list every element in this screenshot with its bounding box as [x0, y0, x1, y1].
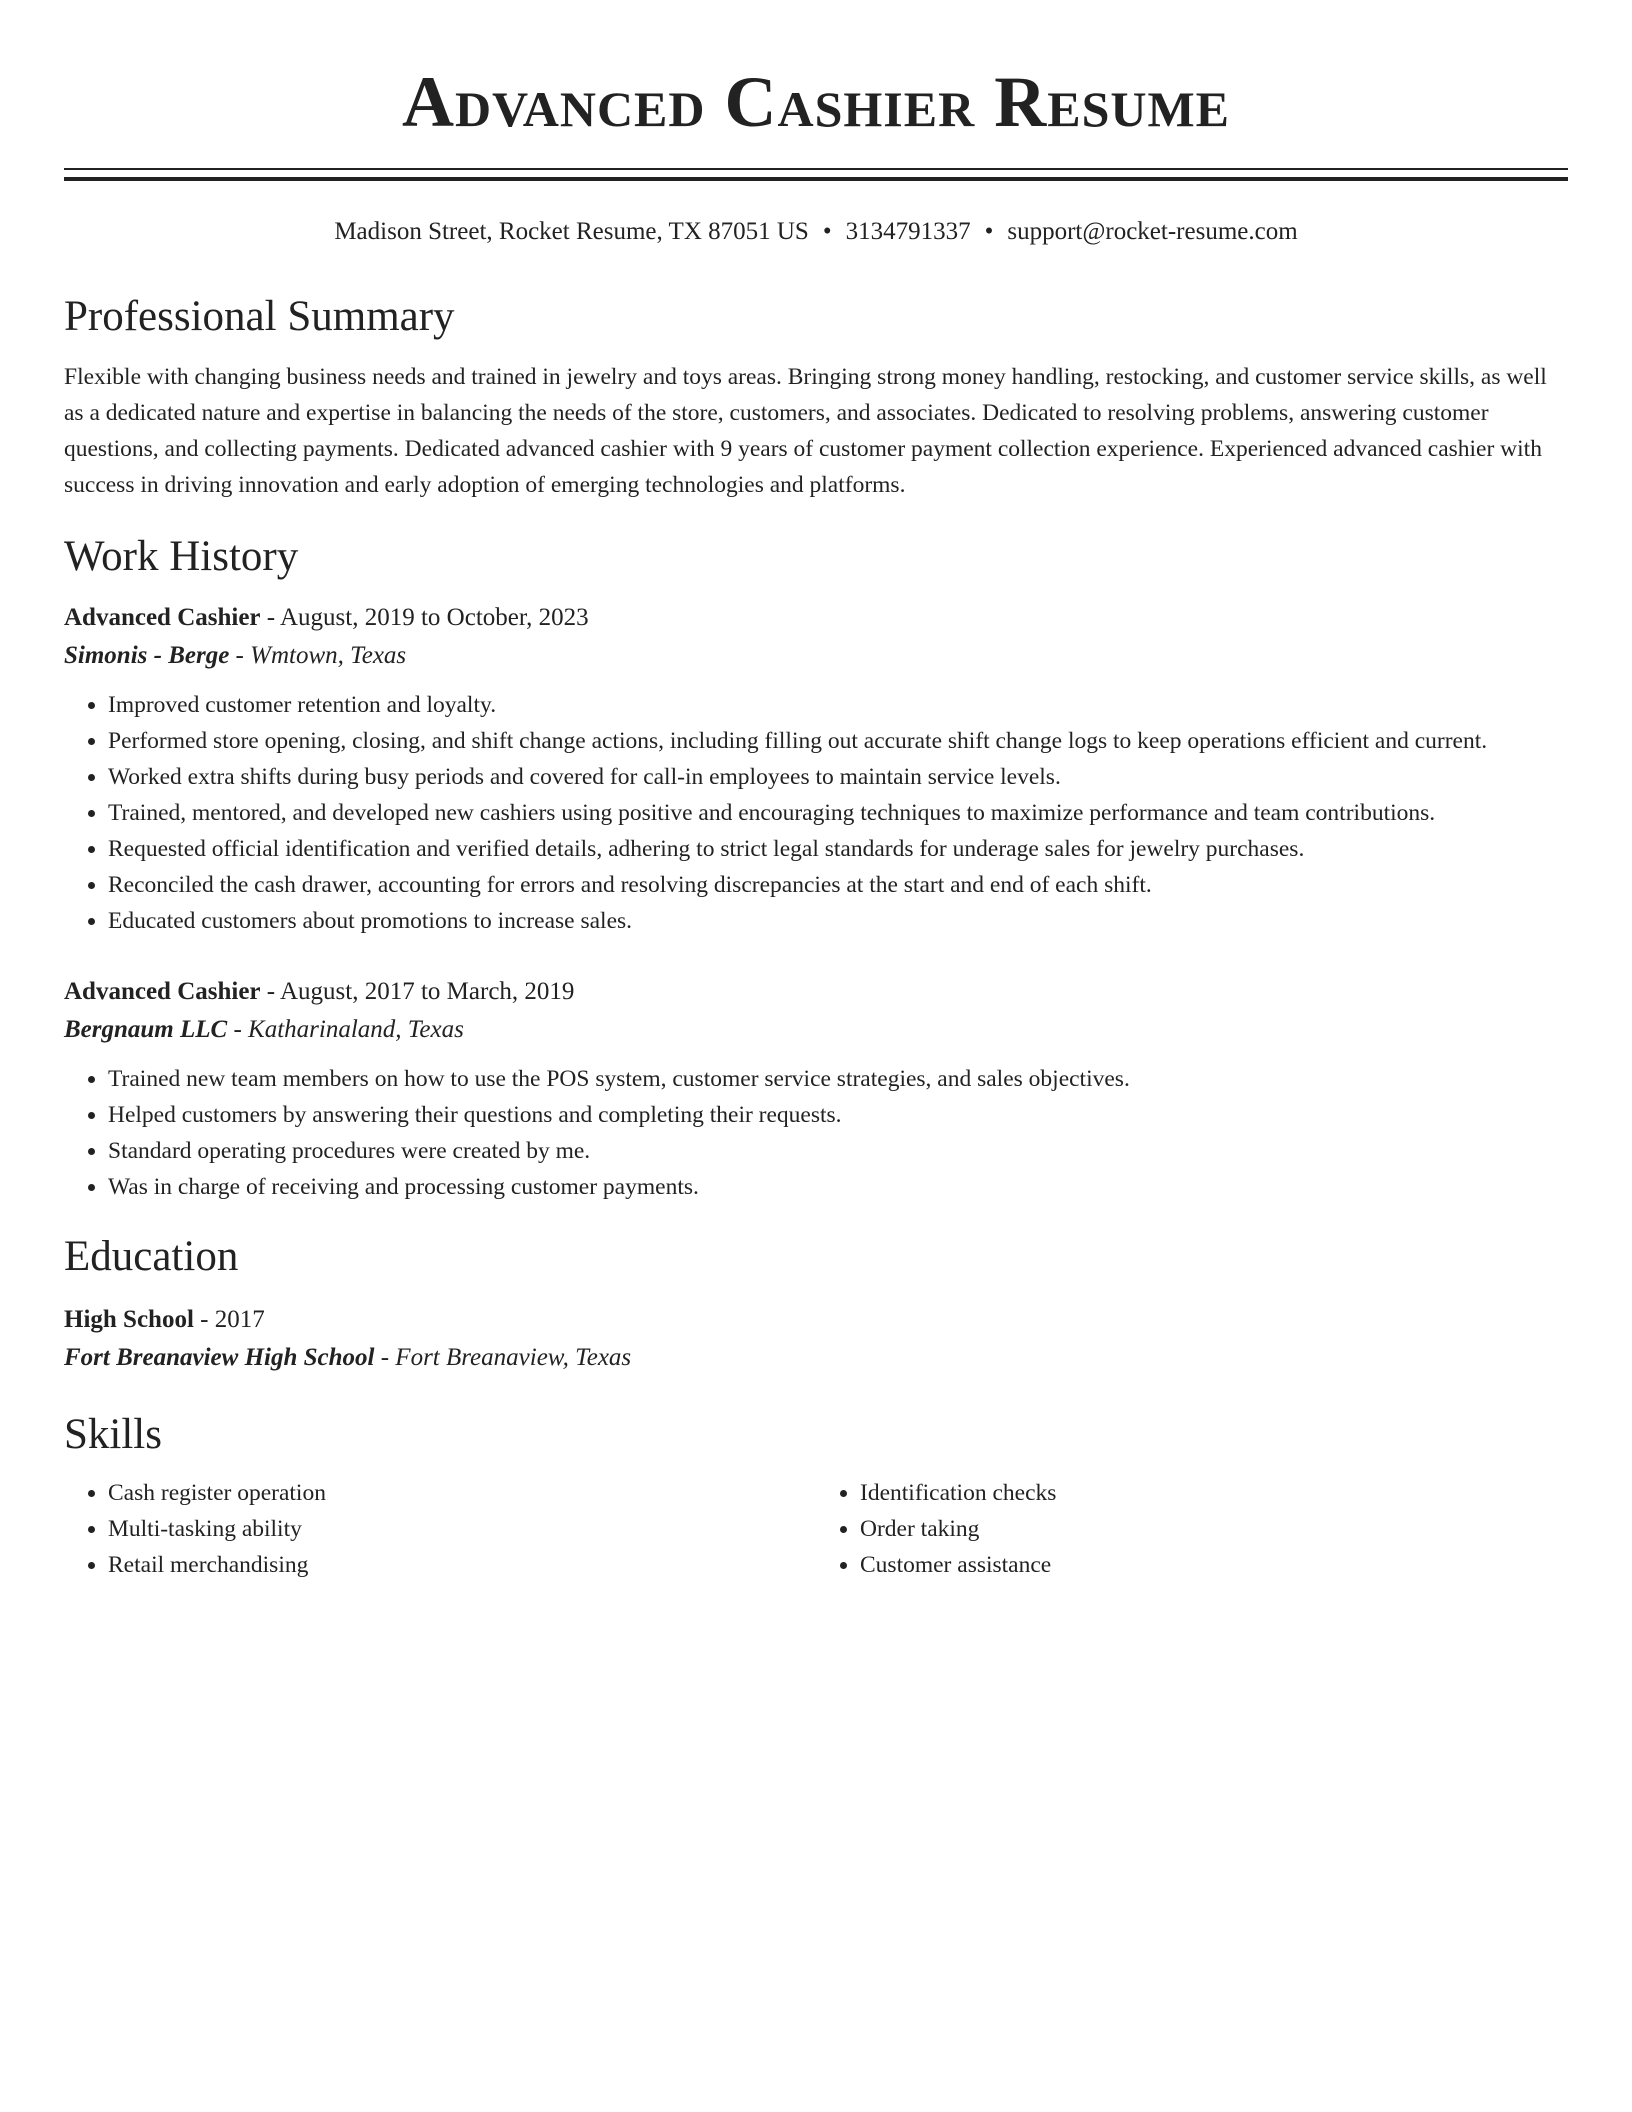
skill-item: • Retail merchandising [108, 1547, 816, 1583]
list-item: • Improved customer retention and loyalty. [108, 687, 1568, 723]
education-heading: Education [64, 1233, 239, 1280]
skill-item: • Cash register operation [108, 1475, 816, 1511]
job-company: Bergnaum LLC [64, 1016, 228, 1043]
list-item: • Trained new team members on how to use the POS system, customer service strategies, and sales objectives. [108, 1061, 1568, 1097]
job-location: - Katharinaland, Texas [227, 1016, 464, 1043]
contact-line [64, 215, 1568, 249]
education-entry [64, 1301, 1568, 1377]
education-school-line [64, 1339, 1568, 1377]
skill-item: • Identification checks [860, 1475, 1568, 1511]
contact-separator: • [822, 218, 832, 245]
list-item: • Reconciled the cash drawer, accounting for errors and resolving discrepancies at the start and end of each shift. [108, 867, 1568, 903]
job-title: Advanced Cashier [64, 978, 261, 1005]
list-item: • Trained, mentored, and developed new cashiers using positive and encouraging techniques to maximize performance and team contributions. [108, 795, 1568, 831]
education-degree: High School [64, 1306, 194, 1333]
skills-heading: Skills [64, 1411, 162, 1458]
skills-grid [64, 1475, 1568, 1583]
resume-title: Advanced Cashier Resume [401, 62, 1231, 142]
job-company-line [64, 1011, 1568, 1049]
title-divider [64, 168, 1568, 181]
contact-address: Madison Street, Rocket Resume, TX 87051 US [334, 218, 809, 245]
job-title: Advanced Cashier [64, 604, 261, 631]
summary-text: Flexible with changing business needs and trained in jewelry and toys areas. Bringing strong money handling, restocking, and customer service skills, as well as a dedicated nature and expertise in balancing the needs of the store, customers, and associates. Dedicated to resolving problems, answering customer questions, and collecting payments. Dedicated advanced cashier with 9 years of customer payment collection experience. Experienced advanced cashier with success in driving innovation and early adoption of emerging technologies and platforms. [64, 364, 1547, 498]
list-item: • Requested official identification and verified details, adhering to strict legal standards for underage sales for jewelry purchases. [108, 831, 1568, 867]
skill-item: • Order taking [860, 1511, 1568, 1547]
contact-phone: 3134791337 [845, 218, 971, 245]
job-title-line [64, 599, 1568, 637]
education-year: - 2017 [193, 1306, 265, 1333]
list-item: • Standard operating procedures were created by me. [108, 1133, 1568, 1169]
skills-column-right [816, 1475, 1568, 1583]
list-item: • Was in charge of receiving and processing customer payments. [108, 1169, 1568, 1205]
education-location: - Fort Breanaview, Texas [374, 1344, 632, 1371]
job-company: Simonis - Berge [64, 642, 230, 669]
list-item: • Helped customers by answering their questions and completing their requests. [108, 1097, 1568, 1133]
summary-heading: Professional Summary [64, 293, 455, 340]
list-item: • Performed store opening, closing, and shift change actions, including filling out accurate shift change logs to keep operations efficient and current. [108, 723, 1568, 759]
job-entry [64, 599, 1568, 939]
education-degree-line [64, 1301, 1568, 1339]
job-duties-list [64, 687, 1568, 939]
work-history-heading: Work History [64, 533, 299, 580]
contact-separator: • [984, 218, 994, 245]
education-school: Fort Breanaview High School [64, 1344, 375, 1371]
contact-email: support@rocket-resume.com [1007, 218, 1298, 245]
list-item: • Educated customers about promotions to increase sales. [108, 903, 1568, 939]
skills-column-left [64, 1475, 816, 1583]
job-dates: - August, 2019 to October, 2023 [260, 604, 589, 631]
skill-item: • Customer assistance [860, 1547, 1568, 1583]
job-entry [64, 973, 1568, 1205]
job-dates: - August, 2017 to March, 2019 [260, 978, 575, 1005]
skill-item: • Multi-tasking ability [108, 1511, 816, 1547]
job-duties-list [64, 1061, 1568, 1205]
job-company-line [64, 637, 1568, 675]
job-location: - Wmtown, Texas [229, 642, 407, 669]
list-item: • Worked extra shifts during busy periods and covered for call-in employees to maintain service levels. [108, 759, 1568, 795]
job-title-line [64, 973, 1568, 1011]
